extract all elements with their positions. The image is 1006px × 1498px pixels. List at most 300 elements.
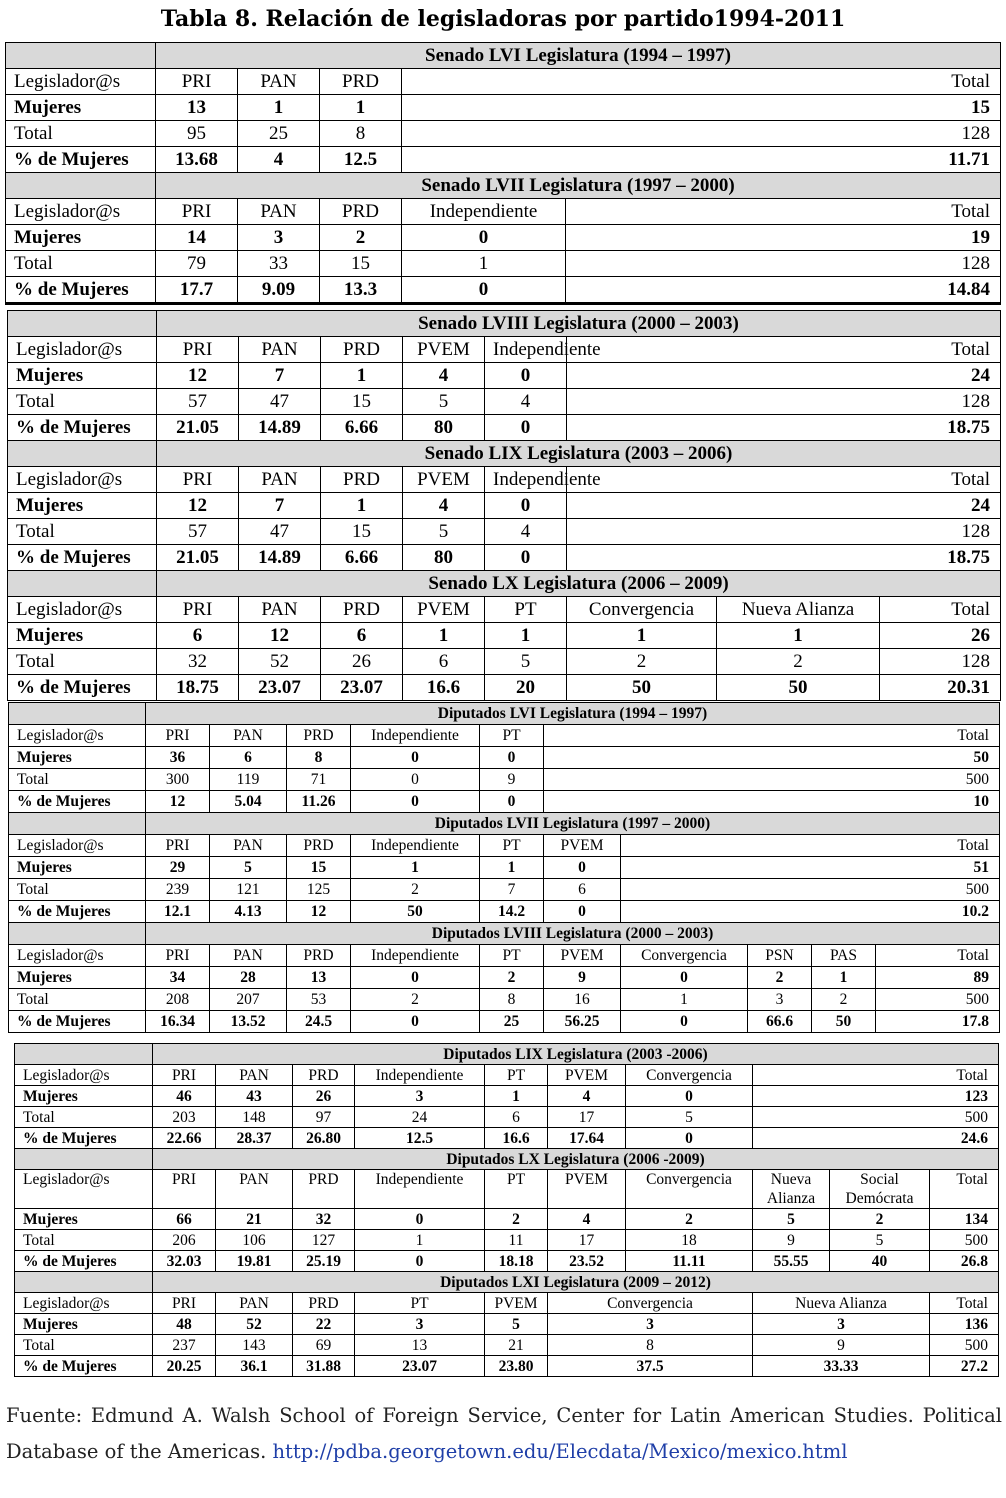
value-cell: 2 <box>748 967 812 989</box>
party-header: PRI <box>153 1170 216 1209</box>
total-column-header: Total <box>402 69 1001 95</box>
row-label: Mujeres <box>15 1209 153 1230</box>
row-label: Total <box>9 769 146 791</box>
value-cell: 40 <box>830 1251 930 1272</box>
value-cell: 18.18 <box>485 1251 548 1272</box>
value-cell: 1 <box>812 967 876 989</box>
value-cell: 119 <box>210 769 287 791</box>
value-cell: 0 <box>351 967 480 989</box>
value-cell: 20 <box>485 675 567 701</box>
value-cell: 13.52 <box>210 1011 287 1033</box>
total-column-header: Total <box>567 467 1001 493</box>
value-cell: 4 <box>548 1086 626 1107</box>
row-label: % de Mujeres <box>15 1251 153 1272</box>
diputados-block <box>9 923 1000 1033</box>
row-total-cell: 128 <box>566 251 1001 277</box>
percent-women-row <box>15 1356 999 1377</box>
row-total-cell: 17.8 <box>876 1011 1000 1033</box>
value-cell: 25 <box>480 1011 544 1033</box>
row-total-cell: 128 <box>402 121 1001 147</box>
row-total-cell: 10 <box>544 791 1000 813</box>
value-cell: 23.07 <box>355 1356 485 1377</box>
party-header: PT <box>480 835 544 857</box>
party-header: PVEM <box>403 337 485 363</box>
total-row <box>9 989 1000 1011</box>
value-cell: 0 <box>351 747 480 769</box>
value-cell: 12 <box>157 493 239 519</box>
legislature-title-row <box>8 311 1001 337</box>
party-header-row <box>8 597 1001 623</box>
row-label-header: Legislador@s <box>8 467 157 493</box>
party-header: Independiente <box>355 1065 485 1086</box>
women-row <box>9 857 1000 879</box>
party-header-row <box>15 1065 999 1086</box>
percent-women-row <box>9 1011 1000 1033</box>
legislature-title: Diputados LVIII Legislatura (2000 – 2003) <box>146 923 1000 945</box>
row-label: Mujeres <box>8 363 157 389</box>
value-cell: 14 <box>156 225 238 251</box>
value-cell: 0 <box>485 493 567 519</box>
women-row <box>8 363 1001 389</box>
party-header: PRD <box>293 1065 355 1086</box>
value-cell: 57 <box>157 519 239 545</box>
legislature-title: Diputados LIX Legislatura (2003 -2006) <box>153 1044 999 1065</box>
legislature-title-row <box>6 43 1001 69</box>
percent-women-row <box>8 545 1001 571</box>
value-cell: 11.26 <box>287 791 351 813</box>
legislature-title-row <box>6 173 1001 199</box>
value-cell: 12.5 <box>320 147 402 173</box>
party-header: PRI <box>157 467 239 493</box>
value-cell: 1 <box>320 95 402 121</box>
party-header: PAN <box>216 1065 293 1086</box>
total-row <box>9 879 1000 901</box>
value-cell: 17.7 <box>156 277 238 304</box>
row-total-cell: 10.2 <box>621 901 1000 923</box>
party-header: PVEM <box>544 945 621 967</box>
value-cell: 4 <box>548 1209 626 1230</box>
party-header: PAN <box>238 199 320 225</box>
total-row <box>8 519 1001 545</box>
row-total-cell: 18.75 <box>567 415 1001 441</box>
value-cell: 18 <box>626 1230 753 1251</box>
women-row <box>6 225 1001 251</box>
party-header-row <box>15 1293 999 1314</box>
party-header: PAN <box>210 945 287 967</box>
percent-women-row <box>8 415 1001 441</box>
total-row <box>8 389 1001 415</box>
party-header: PVEM <box>548 1065 626 1086</box>
value-cell: 29 <box>146 857 210 879</box>
party-header: PRD <box>320 69 402 95</box>
row-total-cell: 26.8 <box>930 1251 999 1272</box>
legislature-title: Senado LVII Legislatura (1997 – 2000) <box>156 173 1001 199</box>
legislature-title-row <box>15 1149 999 1170</box>
senado-table-1994-2000 <box>5 42 1001 305</box>
value-cell: 11.11 <box>626 1251 753 1272</box>
row-label: Total <box>8 389 157 415</box>
value-cell: 1 <box>355 1230 485 1251</box>
value-cell: 12 <box>287 901 351 923</box>
total-column-header: Total <box>930 1293 999 1314</box>
value-cell: 17.64 <box>548 1128 626 1149</box>
party-header: PT <box>480 945 544 967</box>
party-header: Nueva Alianza <box>753 1293 930 1314</box>
diputados-block <box>9 703 1000 813</box>
value-cell: 46 <box>153 1086 216 1107</box>
row-total-cell: 14.84 <box>566 277 1001 304</box>
row-total-cell: 134 <box>930 1209 999 1230</box>
value-cell: 0 <box>626 1128 753 1149</box>
party-header: PRD <box>321 597 403 623</box>
legislature-title: Diputados LVII Legislatura (1997 – 2000) <box>146 813 1000 835</box>
value-cell: 4.13 <box>210 901 287 923</box>
value-cell: 9 <box>753 1335 930 1356</box>
value-cell: 143 <box>216 1335 293 1356</box>
women-row <box>15 1086 999 1107</box>
value-cell: 6 <box>157 623 239 649</box>
value-cell: 13.68 <box>156 147 238 173</box>
value-cell: 12.5 <box>355 1128 485 1149</box>
value-cell: 13 <box>156 95 238 121</box>
value-cell: 23.07 <box>321 675 403 701</box>
party-header: PAN <box>210 725 287 747</box>
value-cell: 0 <box>544 857 621 879</box>
value-cell: 1 <box>321 493 403 519</box>
value-cell: 6.66 <box>321 415 403 441</box>
row-label-header: Legislador@s <box>9 725 146 747</box>
value-cell: 12 <box>146 791 210 813</box>
party-header: Convergencia <box>626 1065 753 1086</box>
legislature-title: Senado LVI Legislatura (1994 – 1997) <box>156 43 1001 69</box>
value-cell: 5.04 <box>210 791 287 813</box>
total-row <box>15 1107 999 1128</box>
value-cell: 71 <box>287 769 351 791</box>
party-header: PT <box>355 1293 485 1314</box>
senado-block <box>8 311 1001 441</box>
party-header: PVEM <box>403 597 485 623</box>
value-cell: 0 <box>485 415 567 441</box>
value-cell: 148 <box>216 1107 293 1128</box>
row-total-cell: 24 <box>567 363 1001 389</box>
value-cell: 12.1 <box>146 901 210 923</box>
value-cell: 8 <box>548 1335 753 1356</box>
value-cell: 11 <box>485 1230 548 1251</box>
total-column-header: Total <box>753 1065 999 1086</box>
title-corner-cell <box>15 1044 153 1065</box>
row-total-cell: 51 <box>621 857 1000 879</box>
row-total-cell: 19 <box>566 225 1001 251</box>
title-corner-cell <box>8 441 157 467</box>
party-header: Independiente <box>351 945 480 967</box>
value-cell: 22 <box>293 1314 355 1335</box>
diputados-block <box>15 1149 999 1272</box>
party-header: PRD <box>320 199 402 225</box>
party-header: PRD <box>321 337 403 363</box>
value-cell: 24.5 <box>287 1011 351 1033</box>
party-header: Independiente <box>485 337 567 363</box>
party-header: PRI <box>156 199 238 225</box>
row-label: Mujeres <box>9 747 146 769</box>
legislature-title: Diputados LXI Legislatura (2009 – 2012) <box>153 1272 999 1293</box>
party-header-row <box>8 337 1001 363</box>
value-cell: 300 <box>146 769 210 791</box>
percent-women-row <box>15 1251 999 1272</box>
row-label: Mujeres <box>6 95 156 121</box>
value-cell: 5 <box>830 1230 930 1251</box>
percent-women-row <box>6 147 1001 173</box>
value-cell: 9 <box>480 769 544 791</box>
row-label-header: Legislador@s <box>8 337 157 363</box>
value-cell: 80 <box>403 415 485 441</box>
value-cell: 7 <box>239 363 321 389</box>
source-link[interactable]: http://pdba.georgetown.edu/Elecdata/Mexico/mexico.html <box>272 1440 848 1463</box>
party-header: PVEM <box>544 835 621 857</box>
value-cell: 26 <box>293 1086 355 1107</box>
value-cell: 1 <box>485 623 567 649</box>
value-cell: 0 <box>480 747 544 769</box>
party-header: PRD <box>293 1293 355 1314</box>
party-header: PRD <box>287 835 351 857</box>
row-total-cell: 18.75 <box>567 545 1001 571</box>
row-total-cell: 500 <box>930 1335 999 1356</box>
total-column-header: Total <box>876 945 1000 967</box>
party-header: PT <box>480 725 544 747</box>
value-cell: 3 <box>238 225 320 251</box>
value-cell: 52 <box>216 1314 293 1335</box>
total-column-header: Total <box>567 337 1001 363</box>
party-header: PRI <box>146 725 210 747</box>
row-label: % de Mujeres <box>15 1128 153 1149</box>
value-cell: 0 <box>485 545 567 571</box>
value-cell: 14.89 <box>239 545 321 571</box>
value-cell: 23.07 <box>239 675 321 701</box>
row-label: Mujeres <box>15 1314 153 1335</box>
value-cell: 0 <box>621 1011 748 1033</box>
row-label: Mujeres <box>9 967 146 989</box>
value-cell: 0 <box>351 791 480 813</box>
row-label: % de Mujeres <box>9 791 146 813</box>
value-cell: 0 <box>480 791 544 813</box>
value-cell: 17 <box>548 1107 626 1128</box>
value-cell: 26 <box>321 649 403 675</box>
value-cell: 15 <box>321 519 403 545</box>
legislature-title-row <box>9 923 1000 945</box>
party-header: Independiente <box>485 467 567 493</box>
party-header-row <box>9 725 1000 747</box>
value-cell: 2 <box>567 649 717 675</box>
diputados-table-1994-2003 <box>8 702 1000 1033</box>
row-label: Total <box>6 251 156 277</box>
legislature-title-row <box>15 1044 999 1065</box>
value-cell: 6 <box>544 879 621 901</box>
value-cell: 15 <box>321 389 403 415</box>
value-cell: 97 <box>293 1107 355 1128</box>
total-row <box>6 121 1001 147</box>
party-header: PVEM <box>548 1170 626 1209</box>
row-total-cell: 136 <box>930 1314 999 1335</box>
row-total-cell: 128 <box>880 649 1001 675</box>
value-cell: 1 <box>351 857 480 879</box>
total-row <box>8 649 1001 675</box>
value-cell: 2 <box>485 1209 548 1230</box>
value-cell: 5 <box>210 857 287 879</box>
total-column-header: Total <box>566 199 1001 225</box>
value-cell: 12 <box>157 363 239 389</box>
value-cell: 20.25 <box>153 1356 216 1377</box>
value-cell: 53 <box>287 989 351 1011</box>
value-cell: 1 <box>567 623 717 649</box>
party-header: Nueva Alianza <box>717 597 880 623</box>
title-corner-cell <box>6 43 156 69</box>
value-cell: 5 <box>485 1314 548 1335</box>
value-cell: 121 <box>210 879 287 901</box>
party-header: PAS <box>812 945 876 967</box>
value-cell: 8 <box>287 747 351 769</box>
party-header: Independiente <box>351 835 480 857</box>
party-header: PT <box>485 1065 548 1086</box>
value-cell: 23.80 <box>485 1356 548 1377</box>
value-cell: 14.2 <box>480 901 544 923</box>
value-cell: 25.19 <box>293 1251 355 1272</box>
title-corner-cell <box>15 1149 153 1170</box>
value-cell: 6 <box>210 747 287 769</box>
page-title: Tabla 8. Relación de legisladoras por partido1994-2011 <box>160 6 846 32</box>
party-header: PRI <box>146 945 210 967</box>
legislature-title: Diputados LX Legislatura (2006 -2009) <box>153 1149 999 1170</box>
value-cell: 15 <box>287 857 351 879</box>
row-label: Mujeres <box>8 493 157 519</box>
value-cell: 17 <box>548 1230 626 1251</box>
value-cell: 23.52 <box>548 1251 626 1272</box>
value-cell: 33 <box>238 251 320 277</box>
value-cell: 55.55 <box>753 1251 830 1272</box>
value-cell: 0 <box>351 769 480 791</box>
value-cell: 2 <box>830 1209 930 1230</box>
value-cell: 1 <box>485 1086 548 1107</box>
legislature-title: Senado LVIII Legislatura (2000 – 2003) <box>157 311 1001 337</box>
value-cell: 47 <box>239 389 321 415</box>
value-cell: 21.05 <box>157 545 239 571</box>
row-total-cell: 128 <box>567 519 1001 545</box>
value-cell: 66 <box>153 1209 216 1230</box>
value-cell: 203 <box>153 1107 216 1128</box>
row-total-cell: 89 <box>876 967 1000 989</box>
value-cell: 3 <box>748 989 812 1011</box>
value-cell: 237 <box>153 1335 216 1356</box>
row-total-cell: 500 <box>544 769 1000 791</box>
row-total-cell: 27.2 <box>930 1356 999 1377</box>
value-cell: 28 <box>210 967 287 989</box>
value-cell: 5 <box>485 649 567 675</box>
diputados-block <box>15 1044 999 1149</box>
diputados-block <box>9 813 1000 923</box>
value-cell: 33.33 <box>753 1356 930 1377</box>
title-corner-cell <box>8 571 157 597</box>
value-cell: 79 <box>156 251 238 277</box>
value-cell: 8 <box>480 989 544 1011</box>
women-row <box>15 1314 999 1335</box>
row-label: Total <box>6 121 156 147</box>
row-label-header: Legislador@s <box>6 199 156 225</box>
value-cell: 3 <box>548 1314 753 1335</box>
women-row <box>9 747 1000 769</box>
value-cell: 69 <box>293 1335 355 1356</box>
value-cell: 1 <box>717 623 880 649</box>
legislature-title: Senado LIX Legislatura (2003 – 2006) <box>157 441 1001 467</box>
value-cell: 208 <box>146 989 210 1011</box>
value-cell: 16 <box>544 989 621 1011</box>
party-header: PRD <box>293 1170 355 1209</box>
row-label: Total <box>15 1230 153 1251</box>
value-cell: 1 <box>621 989 748 1011</box>
total-row <box>9 769 1000 791</box>
value-cell: 8 <box>320 121 402 147</box>
women-row <box>9 967 1000 989</box>
total-column-header: Total <box>880 597 1001 623</box>
title-corner-cell <box>8 311 157 337</box>
value-cell: 56.25 <box>544 1011 621 1033</box>
senado-block <box>8 441 1001 571</box>
value-cell: 32.03 <box>153 1251 216 1272</box>
value-cell: 13.3 <box>320 277 402 304</box>
value-cell: 2 <box>351 879 480 901</box>
value-cell: 7 <box>480 879 544 901</box>
row-total-cell: 11.71 <box>402 147 1001 173</box>
row-label: Total <box>8 649 157 675</box>
row-total-cell: 26 <box>880 623 1001 649</box>
value-cell: 0 <box>485 363 567 389</box>
row-total-cell: 20.31 <box>880 675 1001 701</box>
value-cell: 0 <box>402 225 566 251</box>
value-cell: 6.66 <box>321 545 403 571</box>
value-cell: 239 <box>146 879 210 901</box>
party-header: PRD <box>287 945 351 967</box>
value-cell: 207 <box>210 989 287 1011</box>
party-header: PRI <box>157 597 239 623</box>
value-cell: 2 <box>351 989 480 1011</box>
total-row <box>15 1230 999 1251</box>
party-header: Convergencia <box>548 1293 753 1314</box>
row-total-cell: 123 <box>753 1086 999 1107</box>
value-cell: 95 <box>156 121 238 147</box>
value-cell: 21.05 <box>157 415 239 441</box>
value-cell: 12 <box>239 623 321 649</box>
title-corner-cell <box>6 173 156 199</box>
party-header: PRD <box>321 467 403 493</box>
value-cell: 1 <box>403 623 485 649</box>
legislature-title: Senado LX Legislatura (2006 – 2009) <box>157 571 1001 597</box>
party-header: PVEM <box>485 1293 548 1314</box>
row-label: % de Mujeres <box>9 901 146 923</box>
value-cell: 50 <box>717 675 880 701</box>
value-cell: 2 <box>320 225 402 251</box>
party-header: Independiente <box>402 199 566 225</box>
row-label: Total <box>9 879 146 901</box>
row-label: Total <box>8 519 157 545</box>
party-header: PAN <box>238 69 320 95</box>
diputados-table-2003-2012 <box>14 1043 999 1377</box>
row-label: % de Mujeres <box>9 1011 146 1033</box>
row-label-header: Legislador@s <box>15 1293 153 1314</box>
party-header: Social Demócrata <box>830 1170 930 1209</box>
value-cell: 6 <box>403 649 485 675</box>
women-row <box>8 493 1001 519</box>
party-header-row <box>8 467 1001 493</box>
value-cell: 25 <box>238 121 320 147</box>
senado-block <box>6 43 1001 173</box>
value-cell: 5 <box>626 1107 753 1128</box>
